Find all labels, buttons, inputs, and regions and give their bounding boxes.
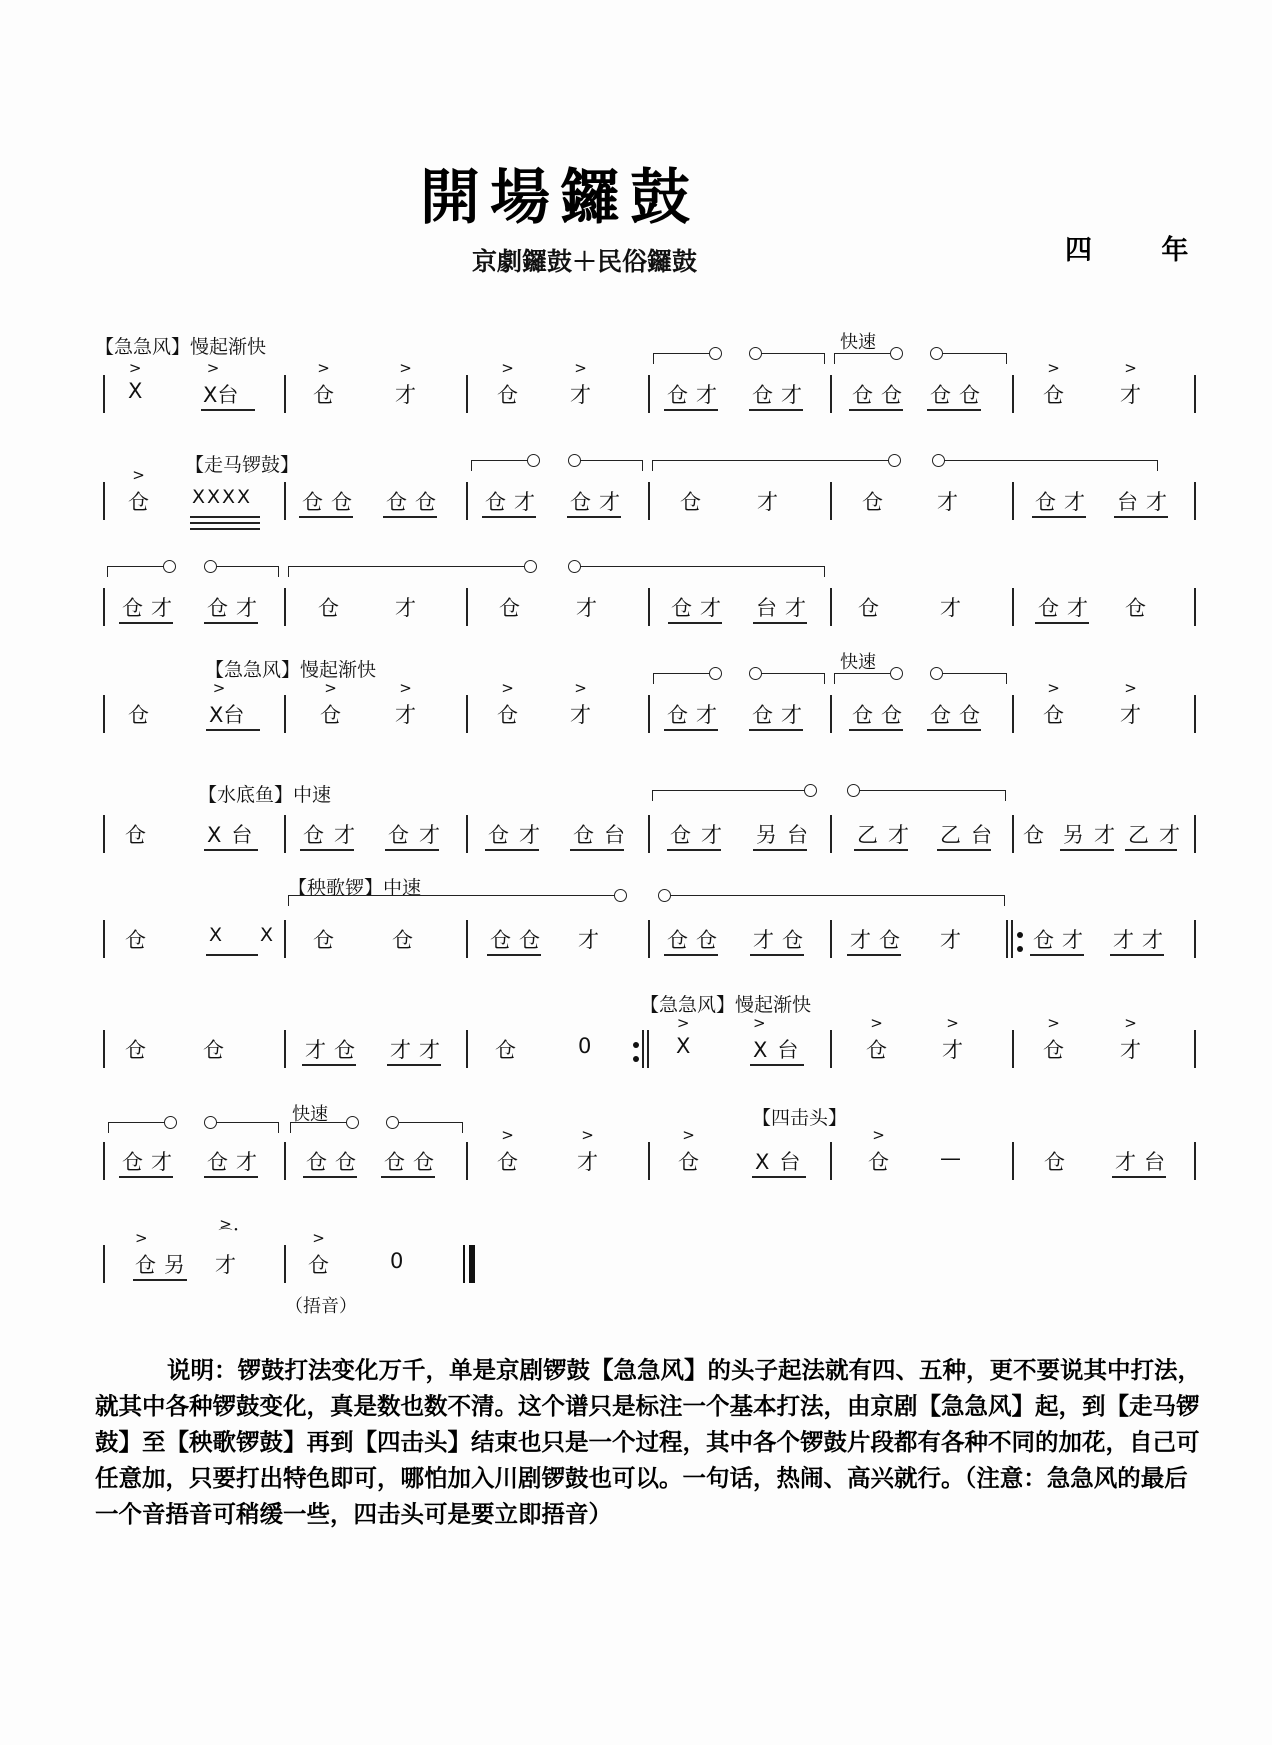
note: 才才 — [390, 1038, 448, 1062]
note: 才 — [940, 596, 961, 620]
section-label: 【急急风】慢起渐快 — [95, 336, 267, 358]
note: 才 — [576, 596, 597, 620]
tie-beam — [471, 460, 532, 471]
note: 乙才 — [857, 823, 919, 847]
note: > 才 — [1120, 1014, 1141, 1062]
note: 仓 — [128, 703, 149, 727]
tempo-label: 快速 — [292, 1104, 328, 1125]
tie-beam — [576, 460, 643, 471]
tie-beam — [652, 460, 893, 471]
note: 仓才 — [207, 596, 265, 620]
note: 仓 — [1023, 823, 1044, 847]
note: 仓才 — [303, 823, 365, 847]
note: 仓才 — [1038, 596, 1096, 620]
note: > 仓 — [1043, 1014, 1064, 1062]
note: 仓 — [318, 596, 339, 620]
note: 仓仓 — [306, 1150, 364, 1174]
tie-beam — [576, 566, 825, 577]
tie-beam — [212, 566, 279, 577]
note: > 才 — [1120, 679, 1141, 727]
score-line-2 — [0, 466, 1272, 542]
note: > 仓 — [866, 1014, 887, 1062]
section-label: 【走马锣鼓】 — [185, 454, 300, 476]
note: 仓 — [1044, 1150, 1065, 1174]
note: 仓 — [862, 490, 883, 514]
score-line-6 — [0, 920, 1272, 980]
note: 仓仓 — [930, 383, 988, 407]
note: > 仓 — [1043, 679, 1064, 727]
note: 仓仓 — [490, 928, 548, 952]
tie-beam — [288, 566, 529, 577]
note: 仓 — [125, 928, 146, 952]
tie-beam — [652, 790, 809, 801]
tie-beam — [666, 895, 1005, 906]
note: 仓才 — [1035, 490, 1093, 514]
section-label: 【水底鱼】中速 — [198, 784, 332, 806]
tie-beam — [757, 353, 825, 364]
tie-beam — [653, 353, 714, 364]
note: 仓仓 — [667, 928, 725, 952]
note: 才仓 — [305, 1038, 363, 1062]
note: 才仓 — [850, 928, 908, 952]
note: > X台 — [203, 359, 239, 407]
tie-beam — [394, 1122, 463, 1133]
note: > 才 — [395, 359, 416, 407]
note: > X台 — [753, 1014, 809, 1062]
note: XXXX — [192, 486, 253, 508]
note: 仓才 — [122, 596, 180, 620]
note: > 才 — [570, 359, 591, 407]
note: 才 — [757, 490, 778, 514]
score-line-9 — [0, 1215, 1272, 1305]
note: 才 — [937, 490, 958, 514]
tie-beam — [938, 353, 1007, 364]
note: 仓仓 — [386, 490, 444, 514]
note: 仓 — [203, 1038, 224, 1062]
note: 才 — [395, 596, 416, 620]
note: 仓 — [858, 596, 879, 620]
note: 乙台 — [940, 823, 1002, 847]
score-line-1 — [0, 359, 1272, 435]
note: > 才 — [577, 1126, 598, 1174]
note: 仓才 — [388, 823, 450, 847]
note: 仓才 — [485, 490, 543, 514]
note: 0 — [390, 1249, 404, 1273]
wuyin-annotation: （捂音） — [285, 1296, 357, 1317]
tie-beam — [288, 895, 619, 906]
note: > X — [676, 1014, 691, 1058]
note: 另台 — [756, 823, 818, 847]
note: 仓 — [499, 596, 520, 620]
note: > 仓 — [497, 359, 518, 407]
note: > 仓 — [868, 1126, 889, 1174]
note: 台才 — [756, 596, 814, 620]
note: > X台 — [209, 679, 245, 727]
tie-beam — [940, 460, 1158, 471]
note: 仓才 — [207, 1150, 265, 1174]
note: — — [940, 1146, 961, 1170]
section-label: 【秧歌锣】中速 — [288, 877, 422, 899]
tie-beam — [212, 1122, 279, 1133]
note: X台 — [755, 1150, 811, 1174]
note: > ⌒̇ 才 — [215, 1215, 236, 1277]
note: > 仓 — [128, 466, 149, 514]
note: 才仓 — [753, 928, 811, 952]
tie-beam — [290, 1122, 351, 1133]
note: 台才 — [1117, 490, 1175, 514]
note: > 仓另 — [135, 1229, 193, 1277]
score-line-8 — [0, 1126, 1272, 1202]
note: 仓才 — [671, 596, 729, 620]
note: X X — [209, 924, 290, 946]
note: 才 — [940, 928, 961, 952]
note: 仓才 — [752, 703, 810, 727]
section-label: 【急急风】慢起渐快 — [205, 659, 377, 681]
note: 才才 — [1113, 928, 1171, 952]
tie-beam — [653, 673, 714, 684]
note: 仓才 — [667, 703, 725, 727]
note: > 才 — [395, 679, 416, 727]
note: > 仓 — [497, 679, 518, 727]
note: > 仓 — [308, 1229, 329, 1277]
note: 仓才 — [122, 1150, 180, 1174]
note: > 才 — [942, 1014, 963, 1062]
note: > 仓 — [678, 1126, 699, 1174]
note: 仓仓 — [302, 490, 360, 514]
note: 仓仓 — [852, 383, 910, 407]
page-title: 開場鑼鼓 — [420, 163, 700, 233]
tie-beam — [938, 673, 1007, 684]
note: > 仓 — [320, 679, 341, 727]
note: 仓才 — [667, 383, 725, 407]
note: X台 — [207, 823, 263, 847]
note: 仓才 — [752, 383, 810, 407]
note: 仓才 — [1033, 928, 1091, 952]
note: > 仓 — [1043, 359, 1064, 407]
score-line-7 — [0, 1014, 1272, 1090]
tempo-label: 快速 — [840, 332, 876, 353]
note: 才 — [578, 928, 599, 952]
note: 乙才 — [1128, 823, 1190, 847]
note: 仓仓 — [384, 1150, 442, 1174]
tie-beam — [834, 673, 895, 684]
score-line-4 — [0, 679, 1272, 755]
author: 四 年 — [1065, 235, 1219, 266]
score-line-5 — [0, 815, 1272, 875]
note: 0 — [578, 1034, 592, 1058]
section-label: 【急急风】慢起渐快 — [640, 994, 812, 1016]
page-subtitle: 京劇鑼鼓＋民俗鑼鼓 — [472, 247, 698, 276]
tie-beam — [757, 673, 825, 684]
note: > 才 — [570, 679, 591, 727]
note: 仓才 — [488, 823, 550, 847]
tie-beam — [834, 353, 895, 364]
tie-beam — [855, 790, 1006, 801]
note: 仓仓 — [852, 703, 910, 727]
note: 仓 — [392, 928, 413, 952]
note: 仓 — [125, 1038, 146, 1062]
description-text: 说明：锣鼓打法变化万千，单是京剧锣鼓【急急风】的头子起法就有四、五种，更不要说其中打法，就其中各种锣鼓变化，真是数也数不清。这个谱只是标注一个基本打法，由京剧【急急风】起，到【走马锣鼓】至【秧歌锣鼓】再到【四击头】结束也只是一个过程，其中各个锣鼓片段都有各种不同的加花，自己可任意加，只要打出特色即可，哪怕加入川剧锣鼓也可以。一句话，热闹、高兴就行。（注意：急急风的最后一个音捂音可稍缓一些，四击头可是要立即捂音） — [95, 1356, 1201, 1528]
section-label: 【四击头】 — [752, 1107, 848, 1129]
score-line-3 — [0, 588, 1272, 648]
tie-beam — [108, 1122, 169, 1133]
tie-beam — [107, 566, 168, 577]
note: 仓 — [125, 823, 146, 847]
note: 才台 — [1115, 1150, 1173, 1174]
note: 仓才 — [570, 490, 628, 514]
note: > X — [128, 359, 143, 403]
note: 仓仓 — [930, 703, 988, 727]
note: 仓 — [313, 928, 334, 952]
note: 仓 — [495, 1038, 516, 1062]
note: 仓才 — [670, 823, 732, 847]
note: > 才 — [1120, 359, 1141, 407]
tempo-label: 快速 — [840, 652, 876, 673]
note: 仓 — [1125, 596, 1146, 620]
note: 仓 — [680, 490, 701, 514]
note: 另才 — [1063, 823, 1125, 847]
note: > 仓 — [497, 1126, 518, 1174]
note: > 仓 — [313, 359, 334, 407]
note: 仓台 — [573, 823, 635, 847]
